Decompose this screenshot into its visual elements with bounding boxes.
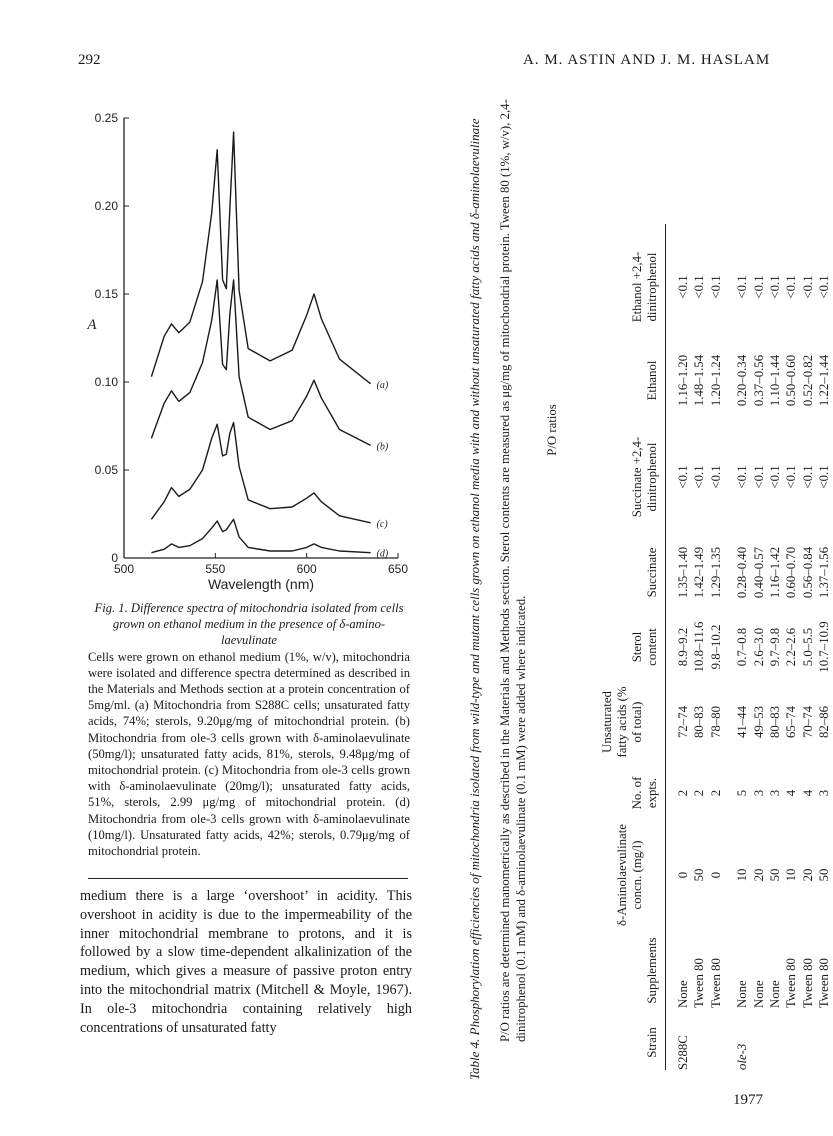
table-cell: <0.1 — [768, 465, 782, 489]
table-cell: 1.16–1.20 — [676, 354, 690, 407]
table-cell: <0.1 — [768, 275, 782, 299]
y-tick-label: 0.25 — [94, 111, 118, 125]
series-label: (d) — [376, 548, 389, 560]
table-cell: 1.48–1.54 — [692, 354, 707, 407]
table-cell: 80–83 — [768, 706, 782, 738]
table-cell: <0.1 — [708, 275, 723, 299]
table-column-header: Succinate — [645, 547, 659, 598]
table-cell: 50 — [817, 868, 832, 882]
table-cell: <0.1 — [751, 465, 766, 489]
table-cell: <0.1 — [817, 465, 832, 489]
table-cell: <0.1 — [817, 275, 832, 299]
table-cell: Tween 80 — [692, 958, 707, 1008]
table-cell: 10.7–10.9 — [817, 621, 832, 673]
chart-axes — [124, 118, 398, 558]
table-cell: <0.1 — [751, 275, 766, 299]
series-line — [151, 423, 370, 523]
table-cell: 49–53 — [751, 706, 766, 738]
figure-caption — [88, 600, 410, 859]
table-cell: 20 — [800, 868, 815, 882]
table-cell: 0.60–0.70 — [784, 546, 799, 599]
table-column-header: Succinate +2,4-dinitrophenol — [630, 436, 659, 518]
y-tick-label: 0 — [111, 551, 118, 565]
table-cell: <0.1 — [735, 465, 750, 489]
table-column-header: Unsaturated fatty acids (% of total) — [600, 686, 644, 758]
table-cell: 2.6–3.0 — [751, 627, 766, 667]
table-column-header: Strain — [645, 1027, 659, 1058]
table-cell: Tween 80 — [708, 958, 723, 1008]
table-column-header: Supplements — [645, 937, 659, 1004]
divider-rule — [88, 878, 408, 879]
table-header-rule — [665, 224, 666, 1070]
y-tick-label: 0.20 — [94, 199, 118, 213]
table-cell: <0.1 — [708, 465, 723, 489]
table-cell: 0.28–0.40 — [735, 546, 750, 599]
table-cell: None — [768, 980, 782, 1008]
table-cell: 4 — [800, 789, 815, 797]
series-line — [151, 280, 370, 446]
x-tick-label: 500 — [113, 562, 135, 576]
table-cell: 0.52–0.82 — [800, 354, 815, 407]
table-cell: 1.42–1.49 — [692, 546, 707, 599]
table-cell: 1.22–1.44 — [817, 354, 832, 407]
table-cell: <0.1 — [735, 275, 750, 299]
series-label: (a) — [376, 379, 389, 391]
table-cell: 80–83 — [692, 706, 707, 738]
table-cell: 65–74 — [784, 706, 799, 738]
series-label: (b) — [376, 441, 389, 453]
x-tick-label: 650 — [387, 562, 409, 576]
table-cell: 10 — [735, 868, 750, 882]
x-axis-label: Wavelength (nm) — [207, 576, 315, 592]
table-cell: <0.1 — [692, 275, 707, 299]
table-cell: 1.16–1.42 — [768, 546, 782, 599]
table-cell: ole-3 — [735, 1043, 750, 1070]
table-cell: 0.37–0.56 — [751, 354, 766, 407]
table-cell: <0.1 — [784, 465, 799, 489]
table-column-header: Ethanol — [645, 360, 659, 401]
table-cell: Tween 80 — [784, 958, 799, 1008]
table-cell: 10 — [784, 868, 799, 882]
table-cell: 0.40–0.57 — [751, 546, 766, 599]
table-column-header: No. of expts. — [630, 776, 659, 810]
table-cell: 50 — [692, 868, 707, 882]
table-cell: 0.20–0.34 — [735, 354, 750, 407]
table-cell: 8.9–9.2 — [676, 627, 690, 667]
table-cell: <0.1 — [784, 275, 799, 299]
table-cell: 0.56–0.84 — [800, 546, 815, 599]
table-cell: 0.50–0.60 — [784, 354, 799, 407]
table-cell: <0.1 — [692, 465, 707, 489]
table-cell: None — [735, 980, 750, 1008]
table-cell: 10.8–11.6 — [692, 621, 707, 673]
series-line — [151, 132, 370, 384]
table-cell: 1.10–1.44 — [768, 354, 782, 407]
figure-caption-body: Cells were grown on ethanol medium (1%, w/v), mitochondria were isolated and difference spectra determined as described in the Materials and Methods section at a protein concentration of 5mg/ml. (a) Mitochondria from S288C cells; unsaturated fatty acids, 74%; sterols, 9.20μg/mg of mitochondrial protein. (b) Mitochondria from ole-3 cells grown with δ-aminolaevulinate (50mg/l); unsaturated fatty acids, 81%, sterols, 9.48μg/mg of mitochondrial protein. (c) Mitochondria from ole-3 cells grown with δ-aminolaevulinate (20mg/l); unsaturated fatty acids, 51%, sterols, 2.99 μg/mg of mitochondrial protein. (d) Mitochondria from ole-3 cells grown with δ-aminolaevulinate (10mg/l). Unsaturated fatty acids, 42%; sterols, 0.79μg/mg of mitochondrial protein. — [88, 649, 410, 859]
table-cell: 5 — [735, 789, 750, 797]
table-cell: 2 — [708, 789, 723, 797]
table-cell: S288C — [676, 1035, 690, 1070]
table-cell: 5.0–5.5 — [800, 627, 815, 667]
table-cell: 2.2–2.6 — [784, 627, 799, 667]
table-cell: None — [751, 980, 766, 1008]
x-tick-label: 600 — [296, 562, 317, 576]
figure-caption-title: Fig. 1. Difference spectra of mitochondria isolated from cells grown on ethanol medium in the presence of δ-amino-laevulinate — [94, 601, 404, 648]
table-cell: 1.20–1.24 — [708, 354, 723, 407]
table-cell: 1.29–1.35 — [708, 546, 723, 599]
table-cell: 2 — [692, 789, 707, 797]
y-tick-label: 0.05 — [94, 463, 118, 477]
page-footer-number: 1977 — [733, 1092, 763, 1108]
table-cell: 3 — [768, 789, 782, 797]
table-cell: <0.1 — [800, 465, 815, 489]
table-cell: 0.7–0.8 — [735, 627, 750, 667]
table-column-header: Sterol content — [630, 628, 659, 666]
table-cell: 2 — [676, 789, 690, 797]
y-tick-label: 0.15 — [94, 287, 118, 301]
y-tick-label: 0.10 — [94, 375, 118, 389]
series-line — [151, 519, 370, 552]
table-cell: 20 — [751, 868, 766, 882]
table-column-header: Ethanol +2,4-dinitrophenol — [630, 251, 659, 323]
table-cell: 50 — [768, 868, 782, 882]
table-cell: 3 — [817, 789, 832, 797]
x-tick-label: 550 — [205, 562, 226, 576]
table-cell: 82–86 — [817, 706, 832, 738]
table-cell: 9.7–9.8 — [768, 627, 782, 667]
table-title: Table 4. Phosphorylation efficiencies of mitochondria isolated from wild-type and mutant cells grown on ethanol media with and without unsaturated fatty acids and δ-aminolaevulinate — [467, 118, 482, 1080]
table-cell: None — [676, 980, 690, 1008]
table-cell: 9.8–10.2 — [708, 624, 723, 670]
table-cell: 0 — [676, 871, 690, 879]
table-cell: 1.35–1.40 — [676, 546, 690, 599]
table-cell: 1.37–1.56 — [817, 546, 832, 599]
table-cell: <0.1 — [676, 465, 690, 489]
table-cell: 72–74 — [676, 706, 690, 738]
table-cell: <0.1 — [800, 275, 815, 299]
table-4 — [467, 80, 832, 1080]
running-head: A. M. ASTIN AND J. M. HASLAM — [523, 52, 771, 68]
table-cell: 70–74 — [800, 706, 815, 738]
table-cell: 3 — [751, 789, 766, 797]
table-cell: 41–44 — [735, 706, 750, 738]
y-axis-label: A — [87, 317, 97, 334]
table-column-header: δ-Aminolaevulinate concn. (mg/l) — [615, 824, 644, 926]
table-group-header: P/O ratios — [545, 404, 559, 456]
table-cell: Tween 80 — [817, 958, 832, 1008]
table-cell: 78–80 — [708, 706, 723, 738]
table-note: P/O ratios are determined manometrically as described in the Materials and Methods section. Sterol contents are measured as μg/mg of mitochondrial protein. Tween 80 (1%, w/v), 2,4-dinitrophenol (0.1 mM) and δ-aminolaevulinate (0.1 mM) were added where indicated. — [498, 99, 528, 1042]
table-cell: <0.1 — [676, 275, 690, 299]
table-cell: Tween 80 — [800, 958, 815, 1008]
series-label: (c) — [376, 518, 388, 530]
table-cell: 0 — [708, 871, 723, 879]
chart-series — [151, 132, 370, 553]
body-paragraph: medium there is a large ‘overshoot’ in acidity. This overshoot in acidity is due to the impermeability of the inner mitochondrial membrane to protons, and it is followed by a slow time-dependent alkalinization of the medium, which gives a measure of passive proton entry into the mitochondrial matrix (Mitchell & Moyle, 1967). In ole-3 mitochondria containing relatively high concentrations of unsaturated fatty — [80, 888, 412, 1036]
figure-1-chart — [78, 108, 418, 590]
table-cell: 4 — [784, 789, 799, 797]
page-number: 292 — [78, 52, 101, 68]
